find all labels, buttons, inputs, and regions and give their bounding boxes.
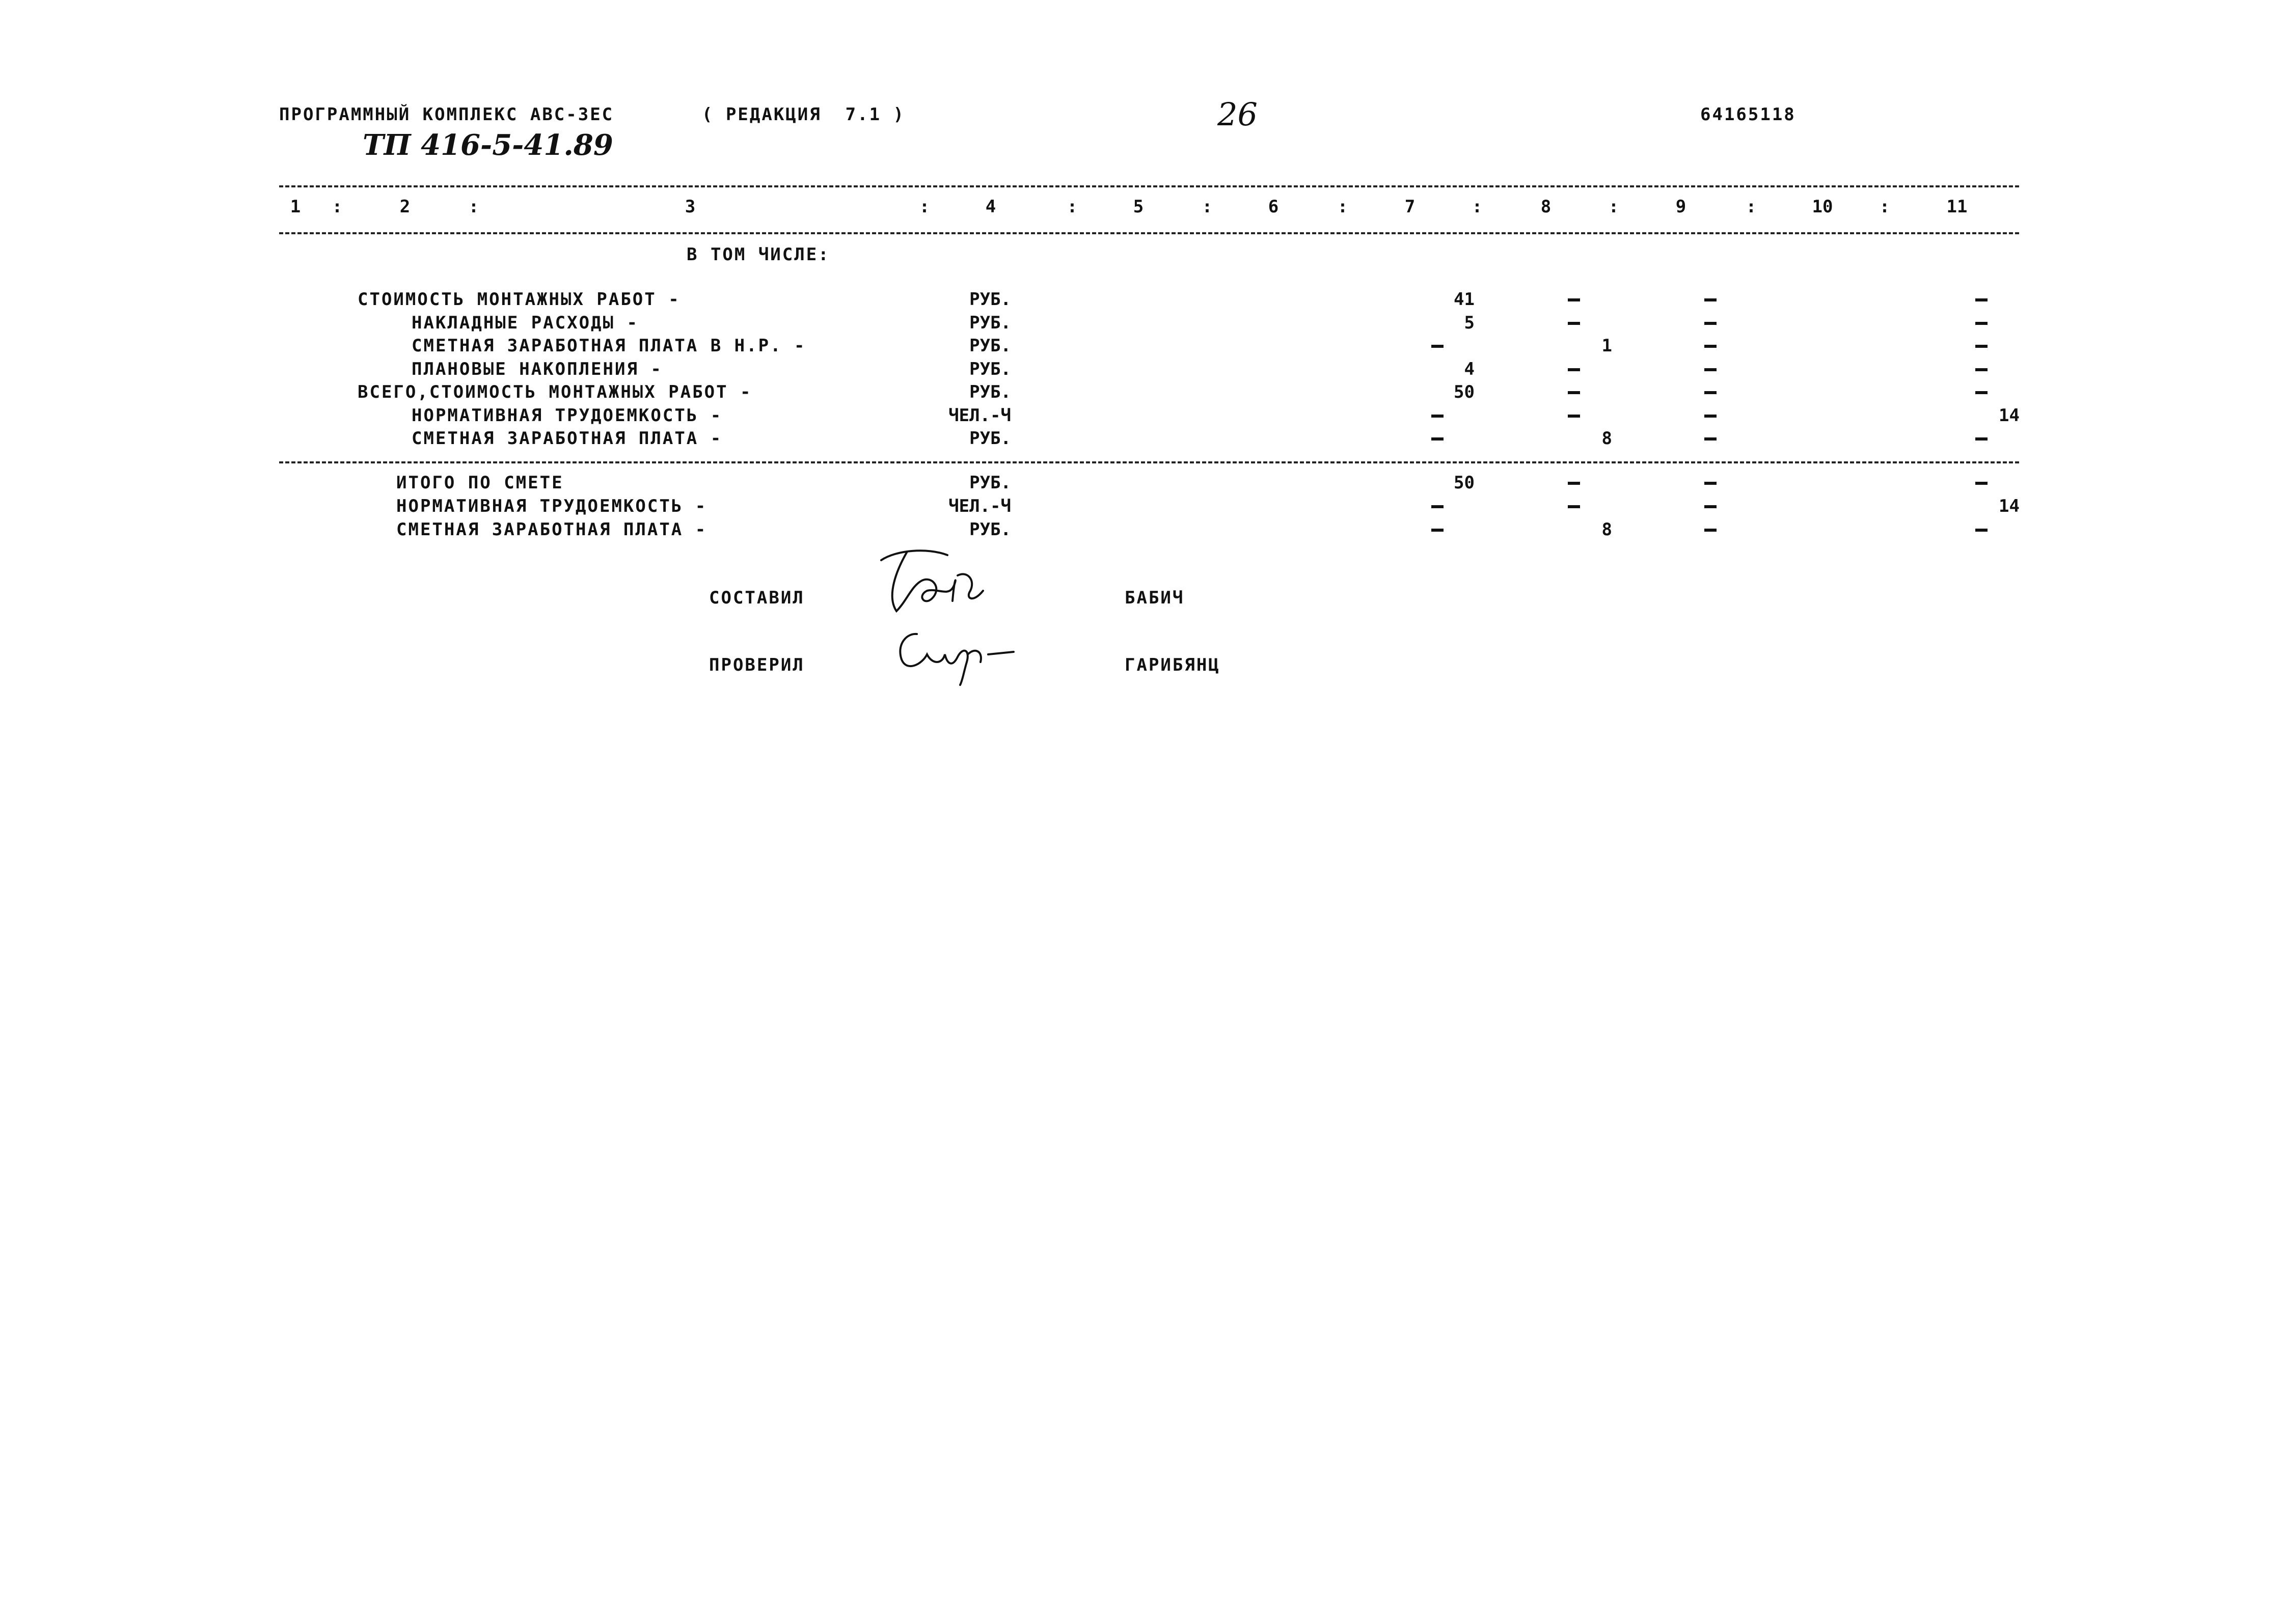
checked-label: ПРОВЕРИЛ [709,655,805,675]
dash-mark [1568,391,1580,394]
table-row [0,496,2286,516]
dash-mark [1704,345,1717,348]
row-unit: РУБ. [969,312,1011,333]
column-number-10: 10 [1812,197,1833,217]
top-rule [279,185,2019,187]
dash-mark [1431,415,1444,418]
table-row [0,382,2286,402]
page-number: 26 [1217,96,1258,133]
cell-value-c8: 8 [1601,428,1612,449]
dash-mark [1704,391,1717,394]
row-unit: РУБ. [969,519,1011,540]
dash-mark [1975,298,1988,301]
dash-mark [1431,505,1444,508]
cell-value-c7: 50 [1454,473,1475,493]
program-name: ПРОГРАММНЫЙ КОМПЛЕКС АВС-ЗЕС [279,104,614,125]
dash-mark [1568,298,1580,301]
checked-signature [886,624,1029,690]
header-bottom-rule [279,232,2019,234]
column-separator: : [919,197,930,217]
cell-value-c8: 1 [1601,336,1612,356]
dash-mark [1704,368,1717,371]
dash-mark [1431,437,1444,441]
compiled-signature [866,540,998,626]
column-number-11: 11 [1946,197,1968,217]
column-number-4: 4 [985,197,996,217]
row-label: ПЛАНОВЫЕ НАКОПЛЕНИЯ - [412,359,663,379]
column-number-6: 6 [1268,197,1279,217]
table-row [0,359,2286,379]
column-separator: : [1746,197,1757,217]
row-unit: РУБ. [969,428,1011,449]
table-row [0,473,2286,493]
edition: ( РЕДАКЦИЯ 7.1 ) [702,104,905,125]
cell-value-c8: 8 [1601,519,1612,540]
dash-mark [1975,437,1988,441]
column-number-7: 7 [1404,197,1416,217]
dash-mark [1568,322,1580,325]
table-row [0,405,2286,426]
doc-code: 64165118 [1700,104,1796,125]
table-row [0,519,2286,540]
row-label: ВСЕГО,СТОИМОСТЬ МОНТАЖНЫХ РАБОТ - [358,382,752,402]
dash-mark [1975,345,1988,348]
checked-name: ГАРИБЯНЦ [1125,655,1220,675]
table-row [0,336,2286,356]
row-label: НОРМАТИВНАЯ ТРУДОЕМКОСТЬ - [412,405,723,426]
column-separator: : [1608,197,1619,217]
column-separator: : [1337,197,1348,217]
dash-mark [1568,505,1580,508]
table-row [0,313,2286,333]
dash-mark [1704,322,1717,325]
column-separator: : [1202,197,1213,217]
row-label: СМЕТНАЯ ЗАРАБОТНАЯ ПЛАТА - [412,428,723,449]
column-number-5: 5 [1133,197,1144,217]
column-separator: : [468,197,479,217]
column-number-1: 1 [290,197,301,217]
row-unit: ЧЕЛ.-Ч [948,496,1011,516]
dash-mark [1568,482,1580,485]
cell-value-c7: 41 [1454,289,1475,310]
row-unit: РУБ. [969,289,1011,310]
dash-mark [1975,368,1988,371]
cell-value-c7: 4 [1464,359,1475,379]
dash-mark [1568,368,1580,371]
cell-value-c11: 14 [1999,496,2020,516]
dash-mark [1975,529,1988,532]
row-unit: РУБ. [969,359,1011,379]
dash-mark [1704,482,1717,485]
compiled-label: СОСТАВИЛ [709,588,805,608]
column-separator: : [332,197,343,217]
dash-mark [1568,415,1580,418]
column-separator: : [1472,197,1483,217]
dash-mark [1704,529,1717,532]
dash-mark [1975,482,1988,485]
table-row [0,289,2286,310]
cell-value-c7: 5 [1464,312,1475,333]
column-number-9: 9 [1675,197,1686,217]
cell-value-c7: 50 [1454,382,1475,402]
totals-rule [279,461,2019,463]
cell-value-c11: 14 [1999,405,2020,426]
dash-mark [1704,437,1717,441]
column-separator: : [1067,197,1078,217]
project-code: ТП 416-5-41.89 [363,128,613,162]
row-label: СМЕТНАЯ ЗАРАБОТНАЯ ПЛАТА - [396,519,707,540]
row-label: ИТОГО ПО СМЕТЕ [396,473,564,493]
row-label: СТОИМОСТЬ МОНТАЖНЫХ РАБОТ - [358,289,681,310]
table-row [0,428,2286,449]
dash-mark [1704,415,1717,418]
row-unit: РУБ. [969,336,1011,356]
dash-mark [1704,505,1717,508]
dash-mark [1975,391,1988,394]
dash-mark [1431,529,1444,532]
dash-mark [1975,322,1988,325]
column-number-2: 2 [399,197,411,217]
row-label: НОРМАТИВНАЯ ТРУДОЕМКОСТЬ - [396,496,707,516]
column-separator: : [1879,197,1890,217]
column-number-3: 3 [685,197,696,217]
row-unit: РУБ. [969,473,1011,493]
dash-mark [1431,345,1444,348]
row-label: СМЕТНАЯ ЗАРАБОТНАЯ ПЛАТА В Н.Р. - [412,336,806,356]
column-number-8: 8 [1540,197,1552,217]
dash-mark [1704,298,1717,301]
compiled-name: БАБИЧ [1125,588,1185,608]
row-label: НАКЛАДНЫЕ РАСХОДЫ - [412,312,639,333]
section-title: В ТОМ ЧИСЛЕ: [687,244,830,265]
row-unit: РУБ. [969,382,1011,402]
row-unit: ЧЕЛ.-Ч [948,405,1011,426]
